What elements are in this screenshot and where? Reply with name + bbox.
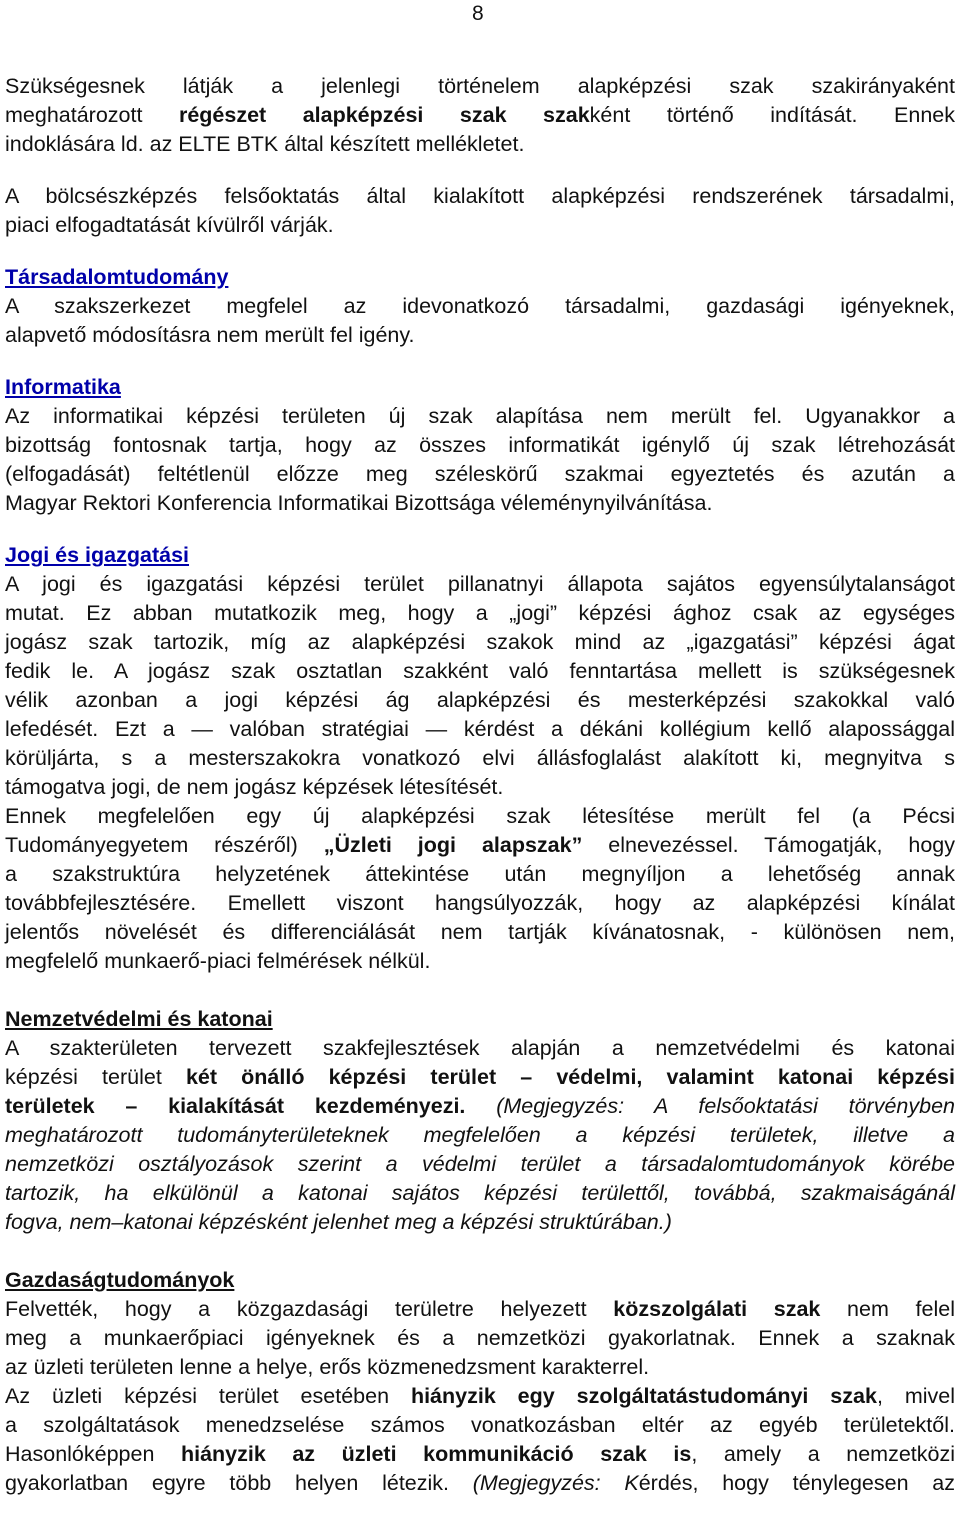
page-number: 8 [472,2,484,25]
section-gazdasagtudomanyok: Gazdaságtudományok Felvették, hogy a közgazdasági területre helyezett közszolgálati szak nem felel meg a munkaerőpiaci igényeknek és a nemzetközi gyakorlatnak. Ennek a szaknak az üzleti területen lenne a helye, erős közmenedzsment karakterrel. Az üzleti képzési terület esetében hiányzik egy szolgáltatástudományi szak, mivel a szolgáltatások menedzselése számos vonatkozásban eltér az egyéb területektől. Hasonlóképpen hiányzik az üzleti kommunikáció szak is, amely a nemzetközi gyakorlatban egyre több helyen létezik. (Megjegyzés: Kérdés, hogy ténylegesen az [5,1268,956,1495]
heading-gazdasagtudomanyok: Gazdaságtudományok [5,1268,235,1292]
document-body [5,72,955,1498]
section-tarsadalomtudomany: Társadalomtudomány A szakszerkezet megfelel az idevonatkozó társadalmi, gazdasági igényeknek, alapvető módosításra nem merült fel igény. [5,265,955,347]
heading-nemzetvedelmi-es-katonai: Nemzetvédelmi és katonai [5,1007,273,1031]
heading-jogi-es-igazgatasi: Jogi és igazgatási [5,543,190,567]
emphasis-uzleti-jogi-alapszak: „Üzleti jogi alapszak” [323,833,583,857]
emphasis-regeszet: régészet alapképzési szak szak [178,103,590,127]
paragraph-bolcseszkepzes: A bölcsészképzés felsőoktatás által kialakított alapképzési rendszerének társadalmi, piaci elfogadtatását kívülről várják. [5,184,955,237]
heading-informatika: Informatika [5,375,121,399]
section-nemzetvedelmi-es-katonai: Nemzetvédelmi és katonai A szakterületen tervezett szakfejlesztések alapján a nemzetvédelmi és katonai képzési terület két önálló képzési terület – védelmi, valamint katonai képzési területek – kialakítását kezdeményezi. (Megjegyzés: A felsőoktatási törvényben meghatározott tudományterületeknek megfelelően a képzési területek, illetve a nemzetközi osztályozások szerint a védelmi terület a társadalomtudományok körébe tartozik, ha elkülönül a katonai sajátos képzési területtől, továbbá, szakmaiságánál fogva, nem–katonai képzésként jelenhet meg a képzési struktúrában.) [5,1007,955,1234]
paragraph-regeszet: Szükségesnek látják a jelenlegi történelem alapképzési szak szakirányaként meghatározott régészet alapképzési szak szakként történő indítását. Ennek indoklására ld. az ELTE BTK által készített mellékletet. [5,74,955,156]
section-informatika: Informatika Az informatikai képzési területen új szak alapítása nem merült fel. Ugyanakkor a bizottság fontosnak tartja, hogy az összes informatikát igénylő új szak létrehozását (elfogadását) feltétlenül előzze meg széleskörű szakmai egyeztetés és azután a Magyar Rektori Konferencia Informatikai Bizottsága véleménynyilvánítása. [5,375,955,515]
section-jogi-es-igazgatasi: Jogi és igazgatási A jogi és igazgatási képzési terület pillanatnyi állapota sajátos egyensúlytalanságot mutat. Ez abban mutatkozik meg, hogy a „jogi” képzési ághoz csak az egységes jogász szak tartozik, míg az alapképzési szakok mind az „igazgatási” képzési ágat fedik le. A jogász szak osztatlan szakként való fenntartása mellett is szükségesnek vélik azonban a jogi képzési ág alapképzési és mesterképzési szakokkal való lefedését. Ezt a — valóban stratégiai — kérdést a dékáni kollégium kellő alapossággal körüljárta, s a mesterszakokra vonatkozó elvi állásfoglalást alakított ki, megnyitva s támogatva jogi, de nem jogász képzések létesítését. Ennek megfelelően egy új alapképzési szak létesítése merült fel (a Pécsi Tudományegyetem részéről) „Üzleti jogi alapszak” elnevezéssel. Támogatják, hogy a szakstruktúra helyzetének áttekintése után megnyíljon a lehetőség annak továbbfejlesztésére. Emellett viszont hangsúlyozzák, hogy az alapképzési kínálat jelentős növelését és differenciálását nem tartják kívánatosnak, - különösen nem, megfelelő munkaerő-piaci felmérések nélkül. [5,543,955,973]
heading-tarsadalomtudomany: Társadalomtudomány [5,265,229,289]
